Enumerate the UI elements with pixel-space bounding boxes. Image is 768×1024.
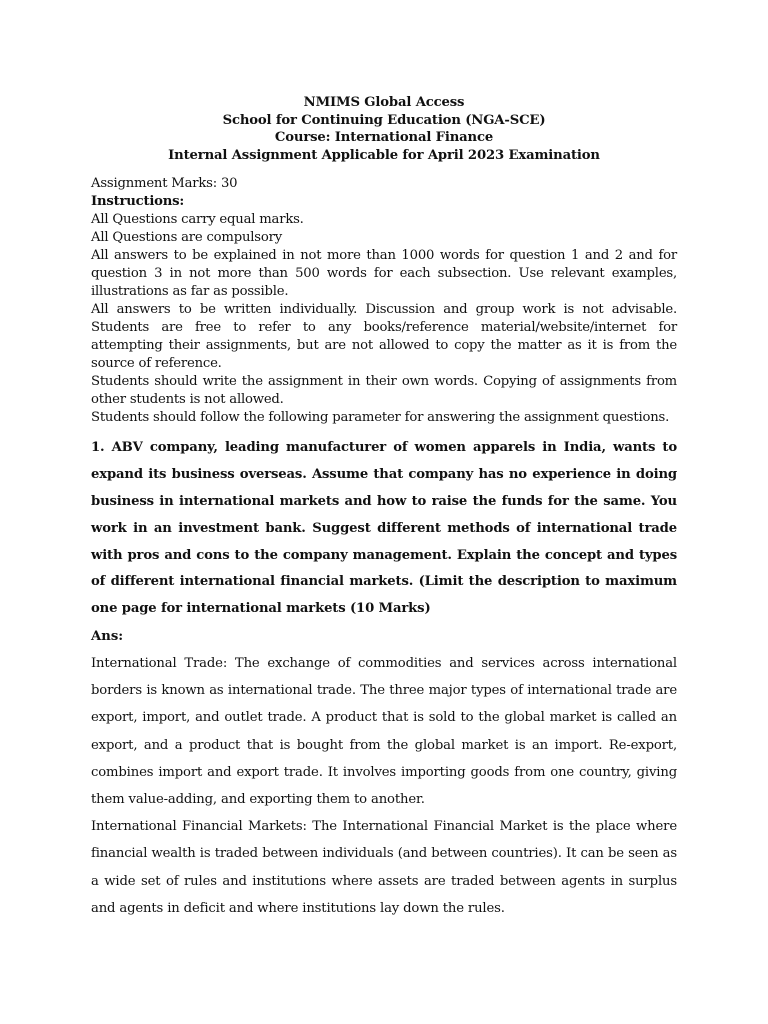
answer-paragraph-financial-markets: International Financial Markets: The International Financial Market is the place where financial wealth is traded between individuals (and between countries). It can be seen as a wide set of rules and institutions where assets are traded between agents in surplus and agents in deficit and where institutions lay down the rules. (91, 819, 677, 916)
institution-name: NMIMS Global Access (303, 95, 465, 110)
document-page (91, 94, 677, 922)
instruction-item: Students should write the assignment in their own words. Copying of assignments from other students is not allowed. (91, 374, 677, 408)
instructions-section (91, 175, 677, 427)
assignment-title: Internal Assignment Applicable for April 2023 Examination (168, 147, 600, 163)
answer-body (91, 650, 677, 922)
document-header (91, 94, 677, 164)
answer-paragraph-international-trade: International Trade: The exchange of commodities and services across international borders is known as international trade. The three major types of international trade are export, import, and outlet trade. A product that is sold to the global market is called an export, and a product that is bought from the global market is an import. Re-export, combines import and export trade. It involves importing goods from one country, giving them value-adding, and exporting them to another. (91, 655, 677, 807)
instructions-heading: Instructions: (91, 194, 185, 210)
instruction-item: All answers to be explained in not more than 1000 words for question 1 and 2 and for question 3 in not more than 500 words for each subsection. Use relevant examples, illustrations as far as possible. (91, 248, 677, 300)
answer-label: Ans: (91, 628, 124, 644)
question-1: 1. ABV company, leading manufacturer of women apparels in India, wants to expand its business overseas. Assume that company has no experience in doing business in international markets and how to raise the funds for the same. You work in an investment bank. Suggest different methods of international trade with pros and cons to the company management. Explain the concept and types of different international financial markets. (Limit the description to maximum one page for international markets (10 Marks) (91, 440, 677, 617)
instruction-item: Students should follow the following parameter for answering the assignment questions. (91, 410, 670, 426)
instruction-item: All Questions are compulsory (91, 230, 282, 246)
assignment-marks: Assignment Marks: 30 (91, 176, 238, 192)
course-title: Course: International Finance (274, 130, 494, 146)
school-name: School for Continuing Education (NGA-SCE) (222, 112, 546, 128)
instruction-item: All answers to be written individually. Discussion and group work is not advisable. Students are free to refer to any books/reference material/website/internet for attempting their assignments, but are not allowed to copy the matter as it is from the source of reference. (91, 302, 677, 372)
instruction-item: All Questions carry equal marks. (91, 212, 304, 228)
